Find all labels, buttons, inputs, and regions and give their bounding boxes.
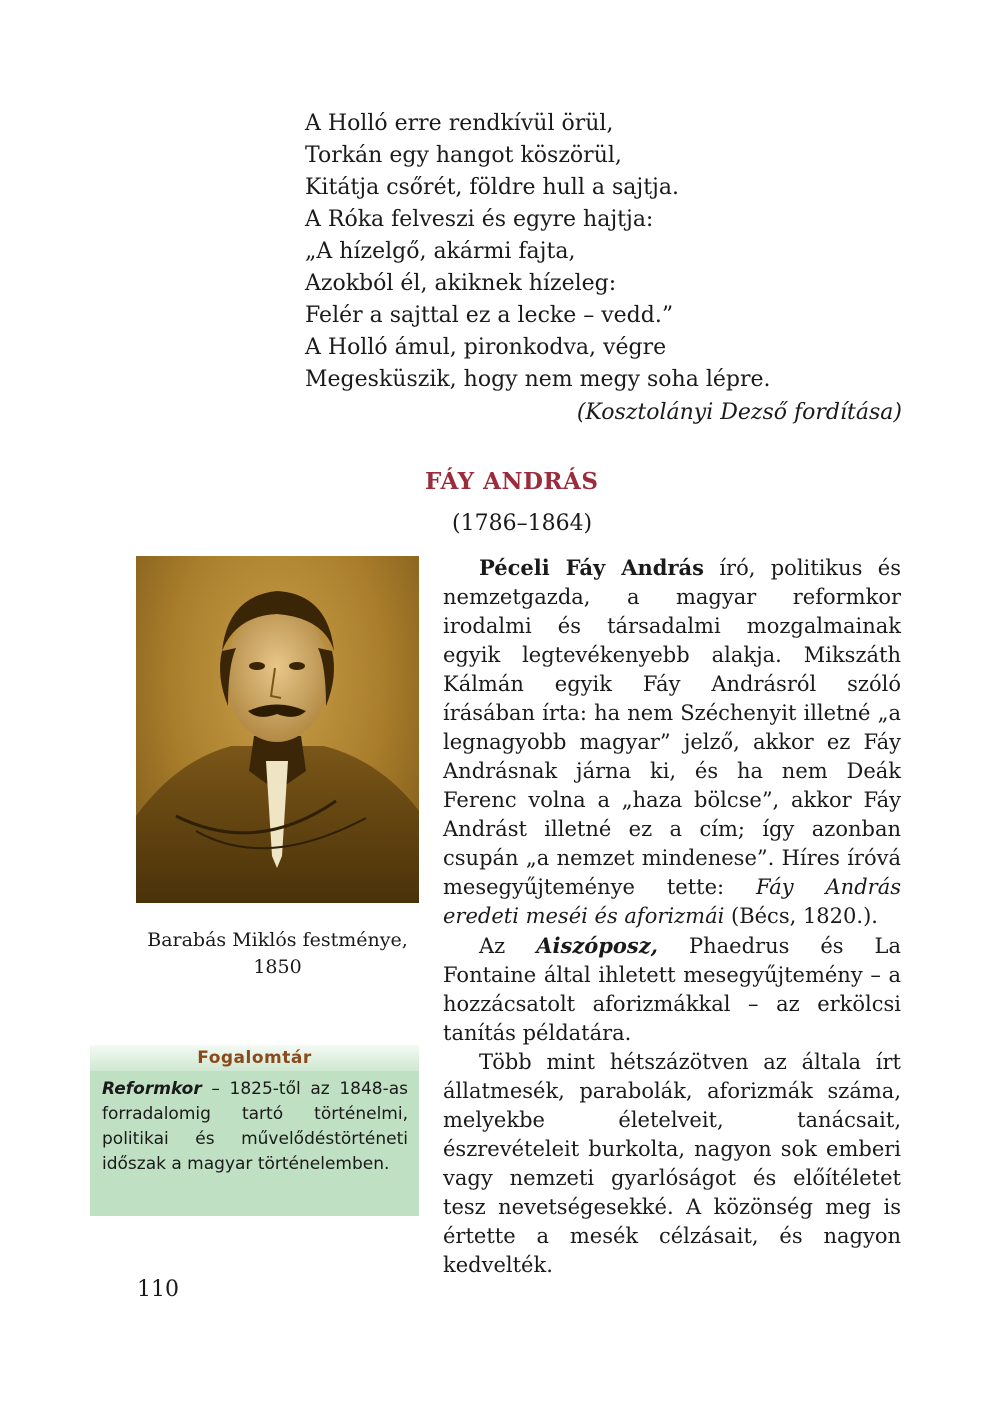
poem-line: Torkán egy hangot köszörül, bbox=[305, 143, 622, 168]
paragraph-text: Phaedrus és La Fontaine által ihletett mesegyűjtemény – a hozzácsatolt aforizmákkal – az erkölcsi tanítás példatára. bbox=[443, 934, 901, 1045]
poem-line: A Holló erre rendkívül örül, bbox=[305, 111, 614, 136]
portrait-painting bbox=[136, 556, 419, 903]
paragraph bbox=[443, 553, 901, 931]
paragraph bbox=[443, 931, 901, 1048]
paragraph bbox=[443, 1048, 901, 1280]
caption-line: 1850 bbox=[253, 956, 302, 978]
glossary-term: Reformkor bbox=[102, 1079, 202, 1099]
page-number: 110 bbox=[137, 1277, 179, 1302]
portrait-caption bbox=[136, 927, 419, 981]
paragraph-text: író, politikus és nemzetgazda, a magyar reformkor irodalmi és társadalmi mozgalmainak egyik legtevékenyebb alakja. Mikszáth Kálmán egyik Fáy Andrásról szóló írásában írta: ha nem Széchenyit illetné „a legnagyobb magyar” jelző, akkor ez Fáy Andrásnak járna ki, és ha nem Deák Ferenc volna a „haza bölcse”, akkor Fáy Andrást illetné ez a cím; így azonban csupán „a nemzet mindenese”. Híres íróvá mesegyűjteménye tette: bbox=[443, 556, 901, 899]
poem-line: Azokból él, akiknek hízeleg: bbox=[305, 271, 617, 296]
section-title: FÁY ANDRÁS bbox=[425, 468, 599, 495]
glossary-heading: Fogalomtár bbox=[90, 1045, 419, 1071]
glossary-box bbox=[90, 1045, 419, 1216]
translator-credit: (Kosztolányi Dezső fordítása) bbox=[576, 400, 902, 425]
life-years: (1786–1864) bbox=[452, 511, 593, 536]
poem-line: A Róka felveszi és egyre hajtja: bbox=[305, 207, 654, 232]
poem-line: Megesküszik, hogy nem megy soha lépre. bbox=[305, 367, 771, 392]
paragraph-text: Az bbox=[479, 934, 537, 958]
poem-line: A Holló ámul, pironkodva, végre bbox=[305, 335, 667, 360]
aesop-name: Aiszóposz, bbox=[536, 933, 658, 958]
paragraph-text: (Bécs, 1820.). bbox=[724, 904, 878, 928]
biography-text bbox=[443, 553, 901, 1280]
poem-line: Felér a sajttal ez a lecke – vedd.” bbox=[305, 303, 674, 328]
portrait-image bbox=[136, 556, 419, 903]
poem-excerpt bbox=[305, 108, 905, 429]
author-name: Péceli Fáy András bbox=[479, 555, 704, 580]
book-title: Fáy András eredeti meséi és aforizmái bbox=[443, 875, 901, 928]
glossary-definition-text: – 1825-től az 1848-as forradalomig tartó történelmi, politikai és művelődéstörténeti időszak a magyar történelemben. bbox=[102, 1079, 408, 1174]
poem-line: „A hízelgő, akármi fajta, bbox=[305, 239, 576, 264]
glossary-definition bbox=[90, 1071, 419, 1177]
poem-line: Kitátja csőrét, földre hull a sajtja. bbox=[305, 175, 679, 200]
paragraph-text: Több mint hétszázötven az általa írt állatmesék, parabolák, aforizmák száma, melyekbe életelveit, tanácsait, észrevételeit burkolta, nagyon sok emberi vagy nemzeti gyarlóságot és előítéletet tesz nevetségesekké. A közönség meg is értette a mesék célzásait, és nagyon kedvelték. bbox=[443, 1050, 901, 1277]
caption-line: Barabás Miklós festménye, bbox=[147, 929, 408, 951]
